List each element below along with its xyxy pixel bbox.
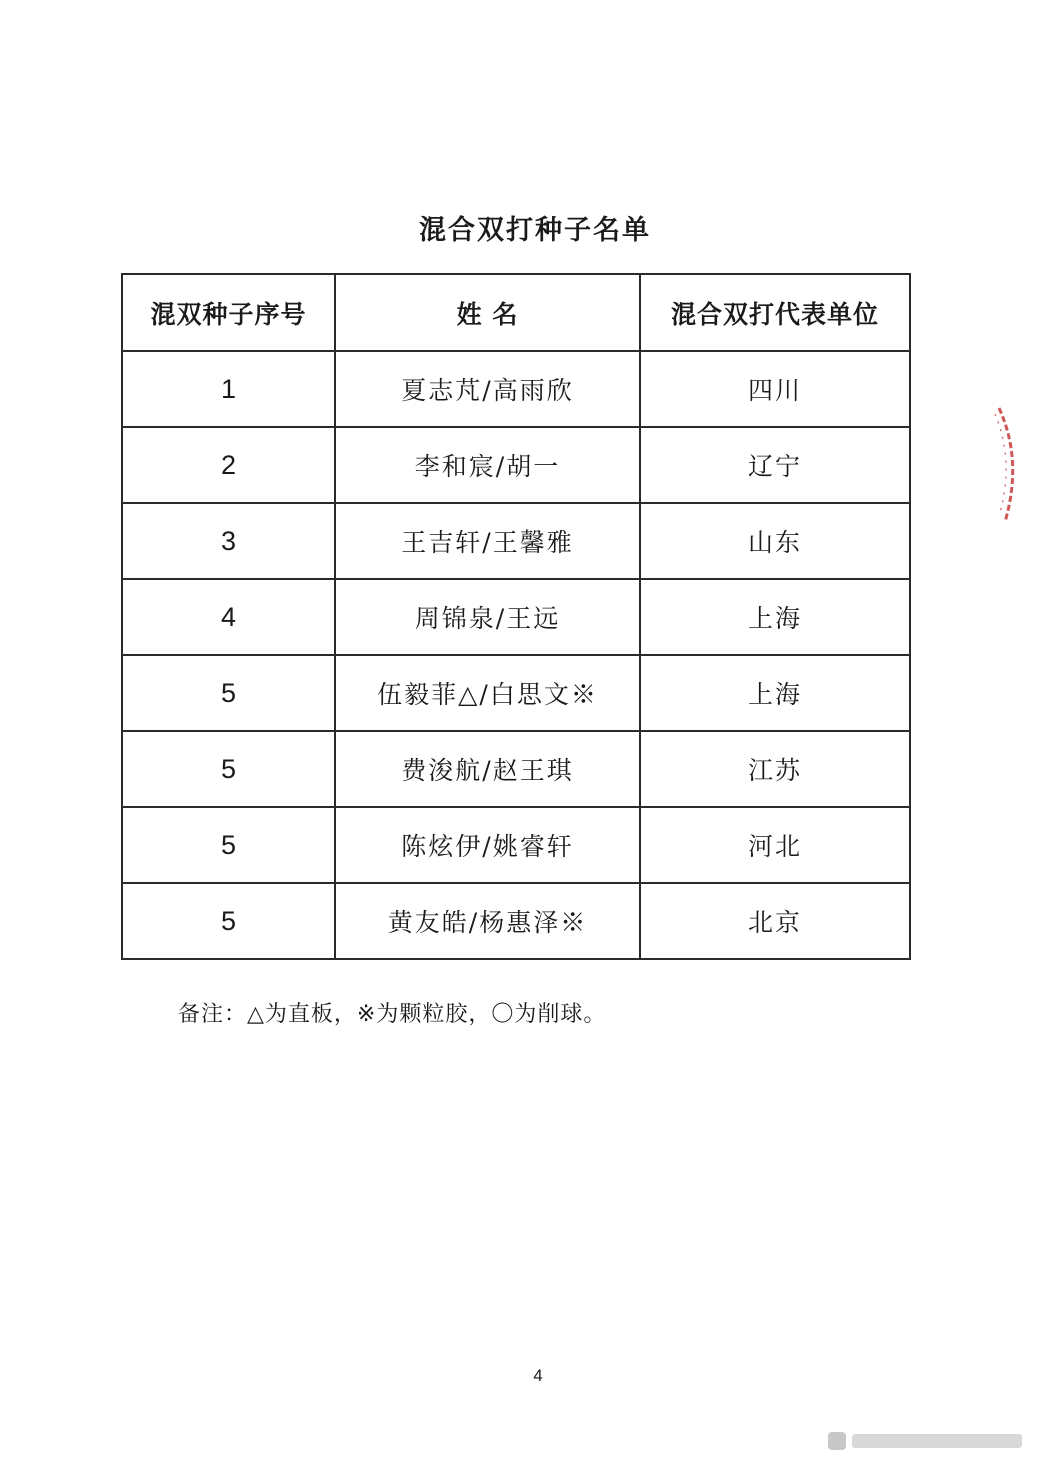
unit-cell: 山东	[640, 503, 910, 579]
player-names-cell: 王吉轩/王馨雅	[335, 503, 640, 579]
table-row	[122, 807, 910, 883]
seed-number-cell: 5	[122, 731, 335, 807]
seed-number-cell: 1	[122, 351, 335, 427]
unit-cell: 河北	[640, 807, 910, 883]
seed-number-cell: 4	[122, 579, 335, 655]
seed-number-cell: 2	[122, 427, 335, 503]
unit-cell: 上海	[640, 655, 910, 731]
table-row	[122, 427, 910, 503]
unit-cell: 辽宁	[640, 427, 910, 503]
seed-number-cell: 5	[122, 655, 335, 731]
table-row	[122, 883, 910, 959]
unit-header: 混合双打代表单位	[640, 274, 910, 351]
table-header-row	[122, 274, 910, 351]
watermark-icon	[828, 1428, 1028, 1454]
unit-cell: 北京	[640, 883, 910, 959]
page-number: 4	[533, 1366, 543, 1385]
seed-table	[121, 273, 911, 960]
seed-number-cell: 3	[122, 503, 335, 579]
player-names-cell: 李和宸/胡一	[335, 427, 640, 503]
player-names-cell: 费浚航/赵王琪	[335, 731, 640, 807]
unit-cell: 上海	[640, 579, 910, 655]
page-title: 混合双打种子名单	[419, 215, 651, 246]
player-names-cell: 伍毅菲△/白思文※	[335, 655, 640, 731]
unit-cell: 四川	[640, 351, 910, 427]
seal-stamp-icon	[985, 400, 1025, 530]
seed-number-cell: 5	[122, 883, 335, 959]
seed-number-header: 混双种子序号	[122, 274, 335, 351]
table-row	[122, 731, 910, 807]
name-header: 姓 名	[335, 274, 640, 351]
player-names-cell: 陈炫伊/姚睿轩	[335, 807, 640, 883]
player-names-cell: 黄友皓/杨惠泽※	[335, 883, 640, 959]
player-names-cell: 夏志芃/高雨欣	[335, 351, 640, 427]
table-row	[122, 655, 910, 731]
table-row	[122, 503, 910, 579]
footnote: 备注：△为直板，※为颗粒胶，〇为削球。	[178, 1002, 607, 1027]
player-names-cell: 周锦泉/王远	[335, 579, 640, 655]
seed-number-cell: 5	[122, 807, 335, 883]
table-row	[122, 351, 910, 427]
unit-cell: 江苏	[640, 731, 910, 807]
table-row	[122, 579, 910, 655]
